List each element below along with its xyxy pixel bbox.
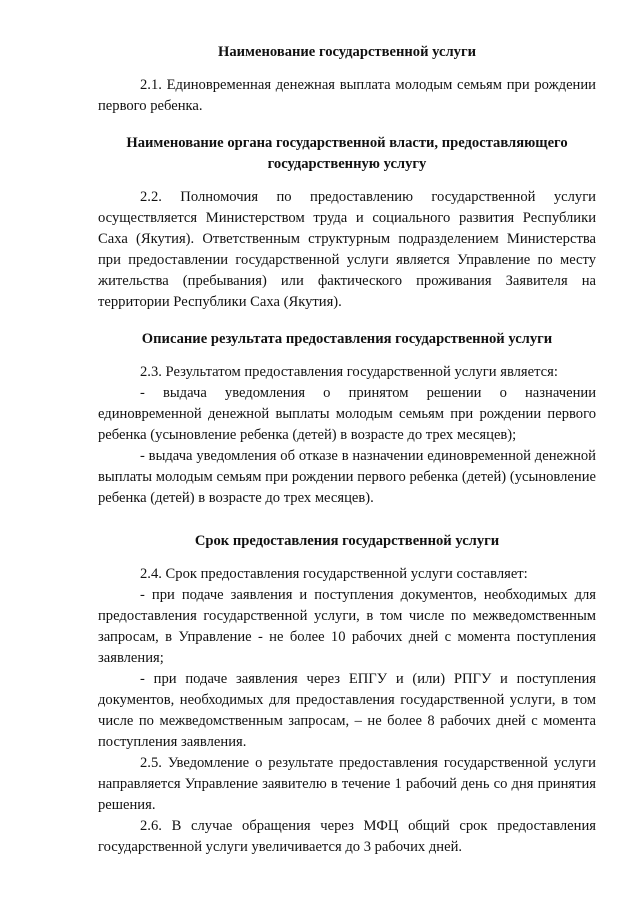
paragraph-2-4: 2.4. Срок предоставления государственной услуги составляет: xyxy=(140,566,528,582)
paragraph-2-6: 2.6. В случае обращения через МФЦ общий срок предоставления государственной услуги увеличивается до 3 рабочих дней. xyxy=(98,818,596,855)
list-item-term-portal: - при подаче заявления через ЕПГУ и (или) РПГУ и поступления документов, необходимых для предоставления государственной услуги, в том числе по межведомственным запросам, – не более 8 рабочих дней с момента поступления заявления. xyxy=(98,671,596,750)
paragraph-2-5: 2.5. Уведомление о результате предоставления государственной услуги направляется Управление заявителю в течение 1 рабочий день со дня принятия решения. xyxy=(98,755,596,813)
section-heading-service-name: Наименование государственной услуги xyxy=(218,44,476,60)
section-heading-authority: Наименование органа государственной власти, предоставляющего государственную услугу xyxy=(126,135,568,172)
list-item-result-notice: - выдача уведомления о принятом решении о назначении единовременной денежной выплаты молодым семьям при рождении первого ребенка (усыновление ребенка (детей) в возрасте до трех месяцев); xyxy=(98,385,596,443)
list-item-result-refusal: - выдача уведомления об отказе в назначении единовременной денежной выплаты молодым семьям при рождении первого ребенка (детей) (усыновление ребенка (детей) в возрасте до трех месяцев). xyxy=(98,448,596,506)
section-heading-term: Срок предоставления государственной услуги xyxy=(194,533,500,549)
paragraph-2-1: 2.1. Единовременная денежная выплата молодым семьям при рождении первого ребенка. xyxy=(98,77,596,114)
section-heading-result: Описание результата предоставления государственной услуги xyxy=(141,331,553,347)
paragraph-2-2: 2.2. Полномочия по предоставлению государственной услуги осуществляется Министерством труда и социального развития Республики Саха (Якутия). Ответственным структурным подразделением Министерства при предоставлении государственной услуги является Управление по месту жительства (пребывания) или фактического проживания Заявителя на территории Республики Саха (Якутия). xyxy=(98,189,596,310)
paragraph-2-3: 2.3. Результатом предоставления государственной услуги является: xyxy=(140,364,558,380)
list-item-term-office: - при подаче заявления и поступления документов, необходимых для предоставления государственной услуги, в том числе по межведомственным запросам, в Управление - не более 10 рабочих дней с момента поступления заявления; xyxy=(98,587,596,666)
